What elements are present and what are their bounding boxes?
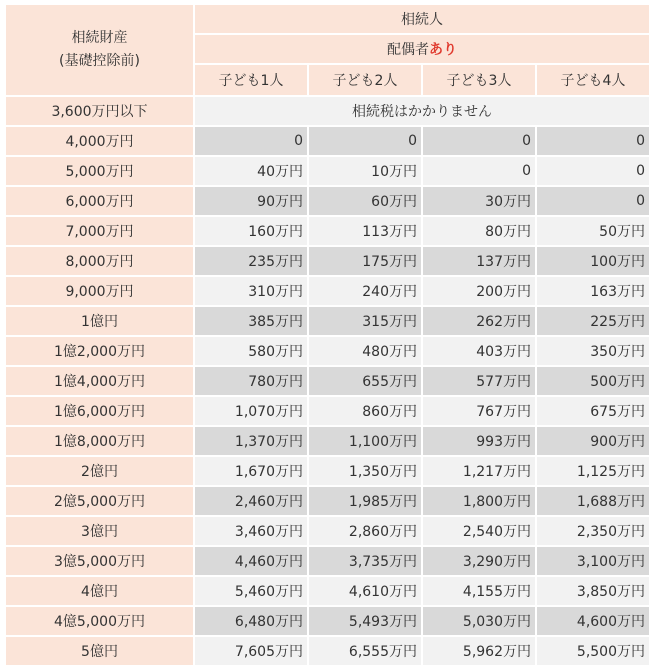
tax-amount-cell: 3,850万円 (537, 577, 649, 605)
tax-amount-cell: 5,500万円 (537, 637, 649, 665)
tax-amount-cell: 1,370万円 (195, 427, 307, 455)
tax-amount-cell: 5,460万円 (195, 577, 307, 605)
tax-amount-cell: 10万円 (309, 157, 421, 185)
inheritance-tax-table (4, 3, 651, 667)
tax-amount-cell: 90万円 (195, 187, 307, 215)
table-row (6, 247, 649, 275)
tax-amount-cell: 403万円 (423, 337, 535, 365)
tax-amount-cell: 3,735万円 (309, 547, 421, 575)
row-label: 2億円 (6, 457, 193, 485)
table-row (6, 487, 649, 515)
table-row (6, 457, 649, 485)
tax-amount-cell: 4,155万円 (423, 577, 535, 605)
tax-amount-cell: 3,290万円 (423, 547, 535, 575)
row-label: 1億円 (6, 307, 193, 335)
tax-amount-cell: 1,217万円 (423, 457, 535, 485)
tax-amount-cell: 40万円 (195, 157, 307, 185)
tax-amount-cell: 30万円 (423, 187, 535, 215)
row-label: 8,000万円 (6, 247, 193, 275)
tax-amount-cell: 240万円 (309, 277, 421, 305)
tax-amount-cell: 500万円 (537, 367, 649, 395)
tax-amount-cell: 5,030万円 (423, 607, 535, 635)
tax-amount-cell: 5,962万円 (423, 637, 535, 665)
tax-amount-cell: 0 (423, 157, 535, 185)
tax-amount-cell: 350万円 (537, 337, 649, 365)
row-label: 5,000万円 (6, 157, 193, 185)
tax-amount-cell: 0 (537, 157, 649, 185)
tax-amount-cell: 0 (537, 187, 649, 215)
children-header-1: 子ども1人 (195, 65, 307, 95)
tax-amount-cell: 200万円 (423, 277, 535, 305)
tax-amount-cell: 780万円 (195, 367, 307, 395)
tax-amount-cell: 6,555万円 (309, 637, 421, 665)
tax-amount-cell: 0 (195, 127, 307, 155)
row-label: 3億円 (6, 517, 193, 545)
tax-amount-cell: 137万円 (423, 247, 535, 275)
table-row (6, 157, 649, 185)
tax-amount-cell: 1,350万円 (309, 457, 421, 485)
tax-amount-cell: 385万円 (195, 307, 307, 335)
tax-amount-cell: 1,070万円 (195, 397, 307, 425)
tax-amount-cell: 4,610万円 (309, 577, 421, 605)
estate-header-line2: (基礎控除前) (59, 53, 140, 69)
tax-amount-cell: 262万円 (423, 307, 535, 335)
table-row (6, 367, 649, 395)
table-row (6, 277, 649, 305)
table-row (6, 637, 649, 665)
children-header-4: 子ども4人 (537, 65, 649, 95)
table-row (6, 217, 649, 245)
tax-amount-cell: 655万円 (309, 367, 421, 395)
tax-amount-cell: 1,125万円 (537, 457, 649, 485)
table-row (6, 547, 649, 575)
tax-amount-cell: 577万円 (423, 367, 535, 395)
row-label: 1億6,000万円 (6, 397, 193, 425)
tax-amount-cell: 580万円 (195, 337, 307, 365)
row-label-threshold: 3,600万円以下 (6, 97, 193, 125)
tax-amount-cell: 900万円 (537, 427, 649, 455)
estate-column-header (6, 5, 193, 95)
table-row (6, 517, 649, 545)
row-label: 5億円 (6, 637, 193, 665)
tax-amount-cell: 235万円 (195, 247, 307, 275)
table-row (6, 337, 649, 365)
heirs-header: 相続人 (195, 5, 649, 33)
tax-amount-cell: 2,460万円 (195, 487, 307, 515)
tax-amount-cell: 0 (537, 127, 649, 155)
tax-amount-cell: 7,605万円 (195, 637, 307, 665)
table-row (6, 607, 649, 635)
tax-amount-cell: 310万円 (195, 277, 307, 305)
table-row (6, 427, 649, 455)
tax-amount-cell: 1,985万円 (309, 487, 421, 515)
row-label: 3億5,000万円 (6, 547, 193, 575)
tax-amount-cell: 4,460万円 (195, 547, 307, 575)
table-row (6, 397, 649, 425)
row-label: 1億2,000万円 (6, 337, 193, 365)
row-label: 2億5,000万円 (6, 487, 193, 515)
tax-amount-cell: 0 (423, 127, 535, 155)
tax-amount-cell: 767万円 (423, 397, 535, 425)
spouse-status: あり (429, 42, 457, 58)
children-header-3: 子ども3人 (423, 65, 535, 95)
tax-amount-cell: 3,460万円 (195, 517, 307, 545)
tax-amount-cell: 3,100万円 (537, 547, 649, 575)
row-label: 4億5,000万円 (6, 607, 193, 635)
inheritance-tax-table-container (4, 3, 651, 667)
children-header-2: 子ども2人 (309, 65, 421, 95)
tax-amount-cell: 113万円 (309, 217, 421, 245)
row-label: 9,000万円 (6, 277, 193, 305)
tax-amount-cell: 5,493万円 (309, 607, 421, 635)
estate-header-line1: 相続財産 (71, 30, 128, 46)
tax-amount-cell: 50万円 (537, 217, 649, 245)
tax-amount-cell: 80万円 (423, 217, 535, 245)
tax-amount-cell: 100万円 (537, 247, 649, 275)
tax-amount-cell: 160万円 (195, 217, 307, 245)
tax-amount-cell: 1,800万円 (423, 487, 535, 515)
tax-amount-cell: 2,540万円 (423, 517, 535, 545)
row-label: 4億円 (6, 577, 193, 605)
row-label: 1億8,000万円 (6, 427, 193, 455)
row-label: 4,000万円 (6, 127, 193, 155)
tax-amount-cell: 175万円 (309, 247, 421, 275)
tax-amount-cell: 480万円 (309, 337, 421, 365)
tax-amount-cell: 2,860万円 (309, 517, 421, 545)
tax-amount-cell: 6,480万円 (195, 607, 307, 635)
table-row (6, 187, 649, 215)
tax-amount-cell: 0 (309, 127, 421, 155)
tax-amount-cell: 993万円 (423, 427, 535, 455)
tax-amount-cell: 860万円 (309, 397, 421, 425)
table-row (6, 127, 649, 155)
row-label: 6,000万円 (6, 187, 193, 215)
tax-amount-cell: 4,600万円 (537, 607, 649, 635)
tax-amount-cell: 1,100万円 (309, 427, 421, 455)
tax-amount-cell: 2,350万円 (537, 517, 649, 545)
tax-amount-cell: 315万円 (309, 307, 421, 335)
row-label: 7,000万円 (6, 217, 193, 245)
tax-amount-cell: 163万円 (537, 277, 649, 305)
tax-amount-cell: 225万円 (537, 307, 649, 335)
tax-amount-cell: 60万円 (309, 187, 421, 215)
spouse-header (195, 35, 649, 63)
spouse-label: 配偶者 (387, 42, 429, 58)
table-row (6, 307, 649, 335)
tax-amount-cell: 1,688万円 (537, 487, 649, 515)
table-row (6, 577, 649, 605)
row-label: 1億4,000万円 (6, 367, 193, 395)
tax-amount-cell: 675万円 (537, 397, 649, 425)
tax-amount-cell: 1,670万円 (195, 457, 307, 485)
no-tax-note: 相続税はかかりません (195, 97, 649, 125)
